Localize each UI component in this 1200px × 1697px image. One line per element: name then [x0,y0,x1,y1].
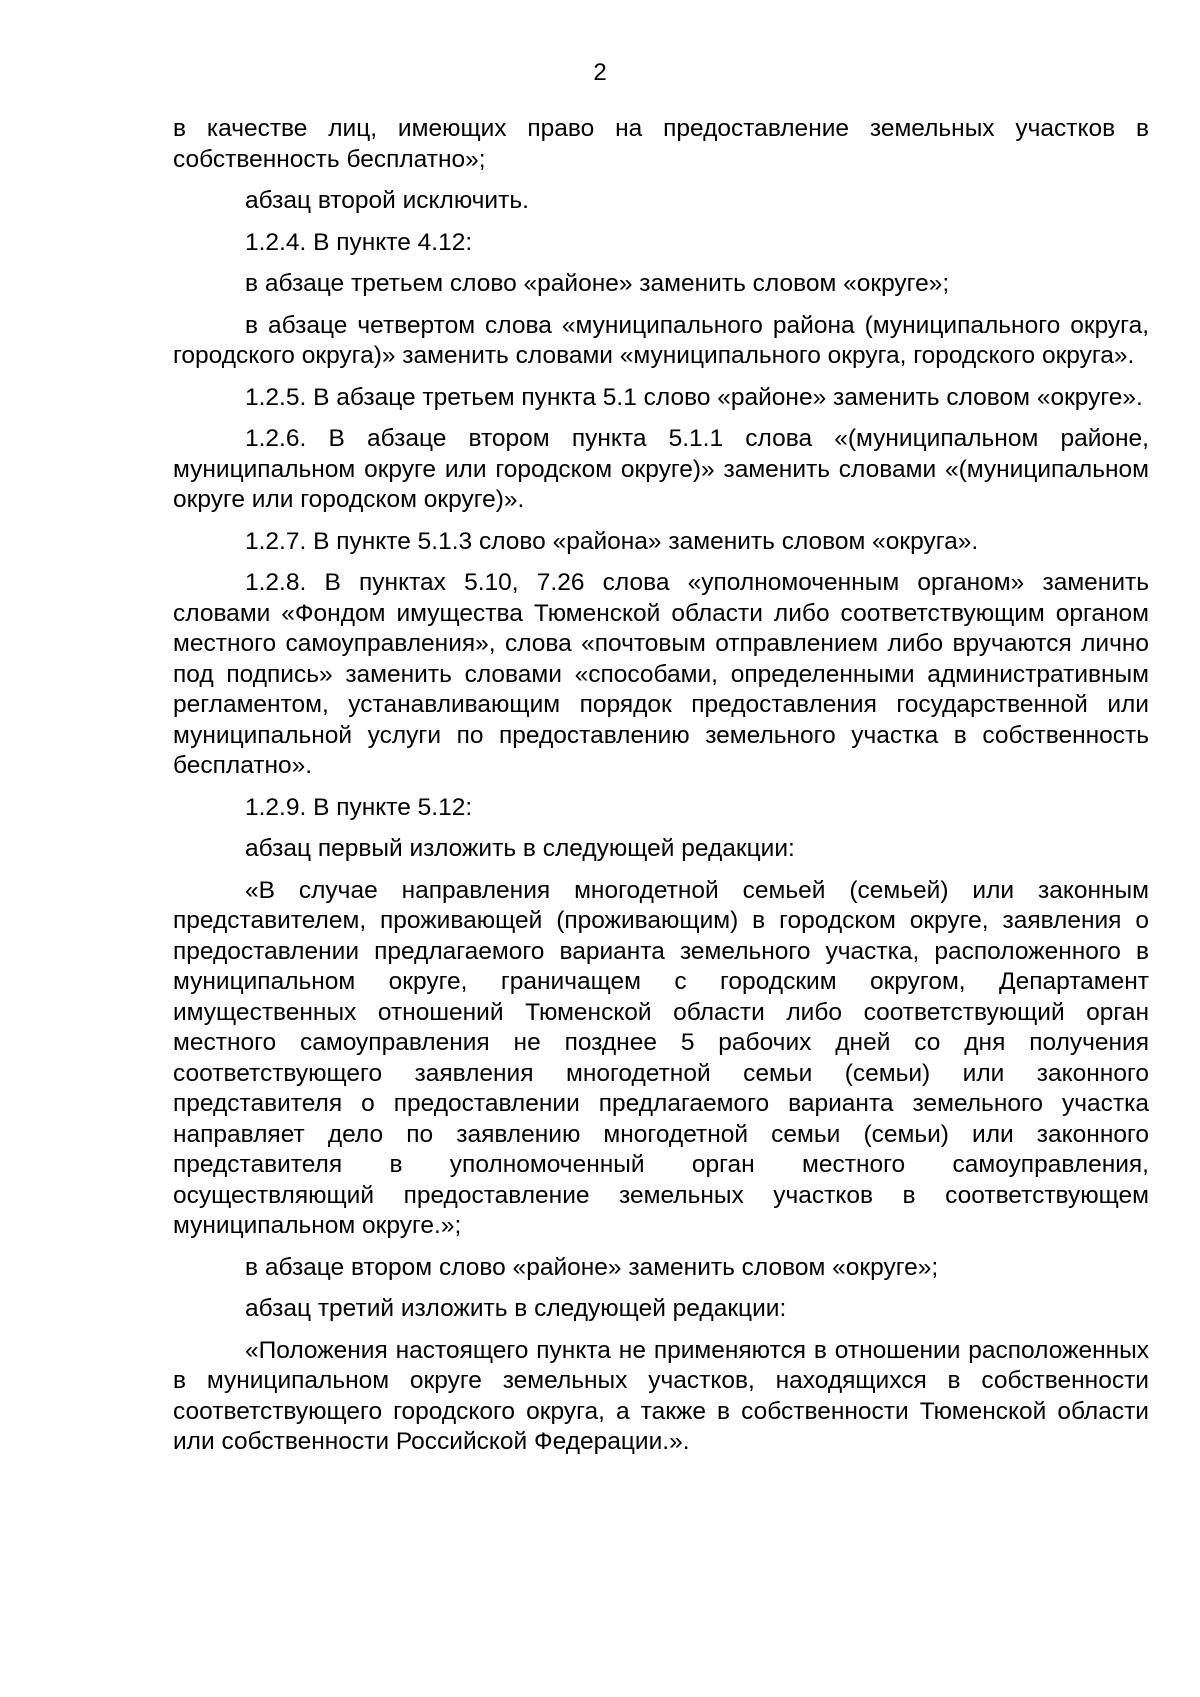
paragraph: абзац первый изложить в следующей редакции: [245,835,795,862]
paragraph-clause-1-2-8: 1.2.8. В пунктах 5.10, 7.26 слова «уполномоченным органом» заменить словами «Фондом имущества Тюменской области либо соответствующим органом местного самоуправления», слова «почтовым отправлением либо вручаются лично под подпись» заменить словами «способами, определенными административным регламентом, устанавливающим порядок предоставления государственной или муниципальной услуги по предоставлению земельного участка в собственность бесплатно». [173,569,1149,779]
paragraph-continuation: в качестве лиц, имеющих право на предоставление земельных участков в собственность бесплатно»; [173,115,1149,173]
paragraph-clause-1-2-7: 1.2.7. В пункте 5.1.3 слово «района» заменить словом «округа». [245,527,979,555]
paragraph: в абзаце третьем слово «районе» заменить словом «округе»; [245,270,950,297]
paragraph: абзац третий изложить в следующей редакции: [245,1295,787,1322]
paragraph: абзац второй исключить. [245,187,529,214]
paragraph: в абзаце четвертом слова «муниципального района (муниципального округа, городского округа)» заменить словами «муниципального округа, городского округа». [173,311,1149,369]
paragraph-clause-1-2-6: 1.2.6. В абзаце втором пункта 5.1.1 слова «(муниципальном районе, муниципальном округе или городском округе)» заменить словами «(муниципальном округе или городском округе)». [173,425,1149,513]
paragraph-clause-1-2-5: 1.2.5. В абзаце третьем пункта 5.1 слово «районе» заменить словом «округе». [245,383,1143,411]
paragraph-quoted-amendment: «В случае направления многодетной семьей (семьей) или законным представителем, проживающей (проживающим) в городском округе, заявления о предоставлении предлагаемого варианта земельного участка, расположенного в муниципальном округе, граничащем с городским округом, Департамент имущественных отношений Тюменской области либо соответствующий орган местного самоуправления не позднее 5 рабочих дней со дня получения соответствующего заявления многодетной семьи (семьи) или законного представителя о предоставлении предлагаемого варианта земельного участка направляет дело по заявлению многодетной семьи (семьи) или законного представителя в уполномоченный орган местного самоуправления, осуществляющий предоставление земельных участков в соответствующем муниципальном округе.»; [173,876,1149,1239]
paragraph-clause-1-2-4: 1.2.4. В пункте 4.12: [245,228,473,256]
page-number: 2 [593,59,607,86]
document-body [173,114,1149,1469]
paragraph-quoted-amendment: «Положения настоящего пункта не применяются в отношении расположенных в муниципальном округе земельных участков, находящихся в собственности соответствующего городского округа, а также в собственности Тюменской области или собственности Российской Федерации.». [173,1336,1149,1455]
paragraph-clause-1-2-9: 1.2.9. В пункте 5.12: [245,793,473,821]
paragraph: в абзаце втором слово «районе» заменить словом «округе»; [245,1253,939,1281]
